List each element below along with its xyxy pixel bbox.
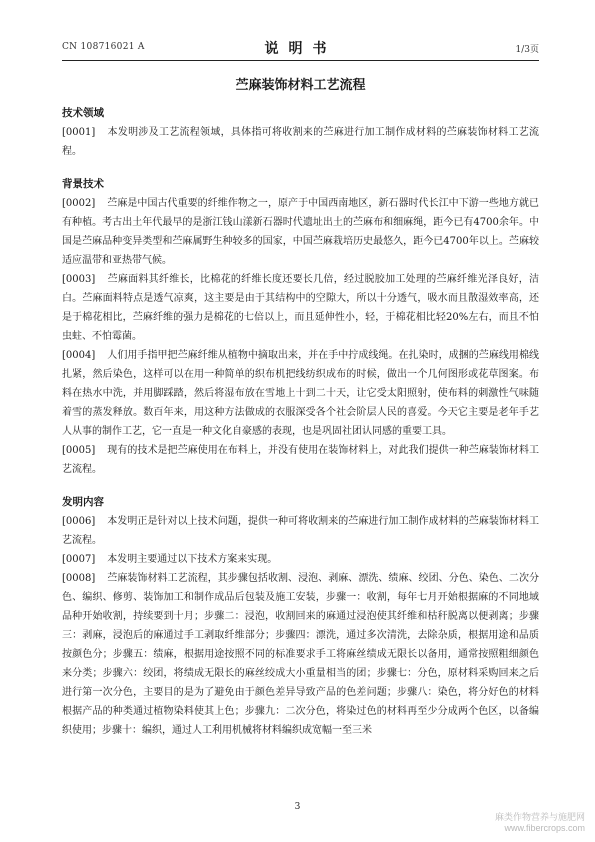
paragraph-number: [0005] [62, 445, 96, 456]
document-body [62, 104, 539, 740]
paragraph-text: 本发明主要通过以下技术方案来实现。 [107, 554, 278, 565]
watermark-line-2: www.fibercrops.com [504, 823, 585, 833]
section-heading-background: 背景技术 [62, 178, 104, 190]
paragraph-0008 [62, 569, 539, 740]
section-heading-summary: 发明内容 [62, 496, 104, 508]
paragraph-number: [0007] [62, 554, 96, 565]
paragraph-number: [0001] [62, 127, 96, 138]
paragraph-0004 [62, 346, 539, 441]
publication-number: CN 108716021 A [62, 42, 145, 52]
paragraph-0006 [62, 512, 539, 550]
paragraph-text: 苎麻面料其纤维长，比棉花的纤维长度还要长几倍，经过脱胶加工处理的苎麻纤维光泽良好，洁白。苎麻面料特点是透气凉爽，这主要是由于其结构中的空隙大，所以十分透气，吸水而且散湿效率高，还是于棉花相比，苎麻纤维的强力是棉花的七倍以上，而且延伸性小，轻，于棉花相比轻20%左右，而且不怕虫蛀、不怕霉菌。 [62, 274, 539, 342]
document-header [62, 38, 539, 58]
paragraph-text: 人们用手指甲把苎麻纤维从植物中摘取出来，并在手中拧成线绳。在扎染时，成捆的苎麻线用棉线扎紧，然后染色，这样可以在用一种简单的织布机把线纺织成布的时候，做出一个几何图形或花草图案。布料在热水中洗，并用脚踩踏，然后将湿布放在雪地上十到二十天，让它受太阳照射，使布料的刺激性气味随着雪的蒸发释放。数百年来，用这种方法做成的衣服深受各个社会阶层人民的喜爱。今天它主要是老年手艺人从事的制作工艺，它一直是一种文化自豪感的表现，也是巩固社团认同感的重要工具。 [62, 350, 539, 437]
paragraph-text: 本发明涉及工艺流程领域，具体指可将收割来的苎麻进行加工制作成材料的苎麻装饰材料工艺流程。 [62, 127, 539, 157]
paragraph-0003 [62, 270, 539, 346]
paragraph-text: 苎麻是中国古代重要的纤维作物之一，原产于中国西南地区，新石器时代长江中下游一些地方就已有种植。考古出土年代最早的是浙江钱山漾新石器时代遗址出土的苎麻布和细麻绳，距今已有4700余年。中国是苎麻品种变异类型和苎麻属野生种较多的国家，中国苎麻栽培历史最悠久，距今已4700年以上。苎麻较适应温带和亚热带气候。 [62, 198, 539, 266]
section-heading-technical-field: 技术领域 [62, 107, 104, 119]
paragraph-0002 [62, 194, 539, 270]
paragraph-number: [0004] [62, 350, 96, 361]
paragraph-0001 [62, 123, 539, 161]
page-indicator: 1/3页 [515, 45, 539, 55]
document-type-title: 说明书 [264, 41, 337, 57]
document-title: 苎麻装饰材料工艺流程 [235, 78, 366, 93]
header-divider [62, 60, 539, 61]
paragraph-text: 本发明正是针对以上技术问题，提供一种可将收割来的苎麻进行加工制作成材料的苎麻装饰材料工艺流程。 [62, 516, 539, 546]
paragraph-text: 苎麻装饰材料工艺流程，其步骤包括收割、浸泡、剥麻、漂洗、绩麻、绞团、分色、染色、二次分色、编织、修剪、装饰加工和制作成品后包装及施工安装，步骤一：收割，每年七月开始根据麻的不同地域品种开始收割，持续要到十月；步骤二：浸泡，收割回来的麻通过浸泡使其纤维和枯秆脱离以便剥离；步骤三：剥麻，浸泡后的麻通过手工剥取纤维部分；步骤四：漂洗，通过多次清洗，去除杂质，根据用途和品质按颜色分；步骤五：绩麻，根据用途按照不同的标准要求手工将麻丝绩成无限长以备用，通常按照粗细颜色来分类；步骤六：绞团，将绩成无限长的麻丝绞成大小重量相当的团；步骤七：分色，原材料采购回来之后进行第一次分色，主要目的是为了避免由于颜色差异导致产品的色差问题；步骤八：染色，将分好色的材料根据产品的种类通过植物染料使其上色；步骤九：二次分色，将染过色的材料再至少分成两个色区，以备编织使用；步骤十：编织，通过人工利用机械将材料编织成宽幅一至三米 [62, 573, 539, 736]
paragraph-number: [0003] [62, 274, 96, 285]
paragraph-number: [0002] [62, 198, 96, 209]
paragraph-number: [0008] [62, 573, 96, 584]
paragraph-text: 现有的技术是把苎麻使用在布料上，并没有使用在装饰材料上，对此我们提供一种苎麻装饰材料工艺流程。 [62, 445, 539, 475]
watermark [495, 812, 585, 834]
watermark-line-1: 麻类作物营养与施肥网 [494, 812, 585, 822]
paragraph-number: [0006] [62, 516, 96, 527]
page-number: 3 [294, 802, 301, 812]
paragraph-0005 [62, 441, 539, 479]
paragraph-0007 [62, 550, 539, 569]
